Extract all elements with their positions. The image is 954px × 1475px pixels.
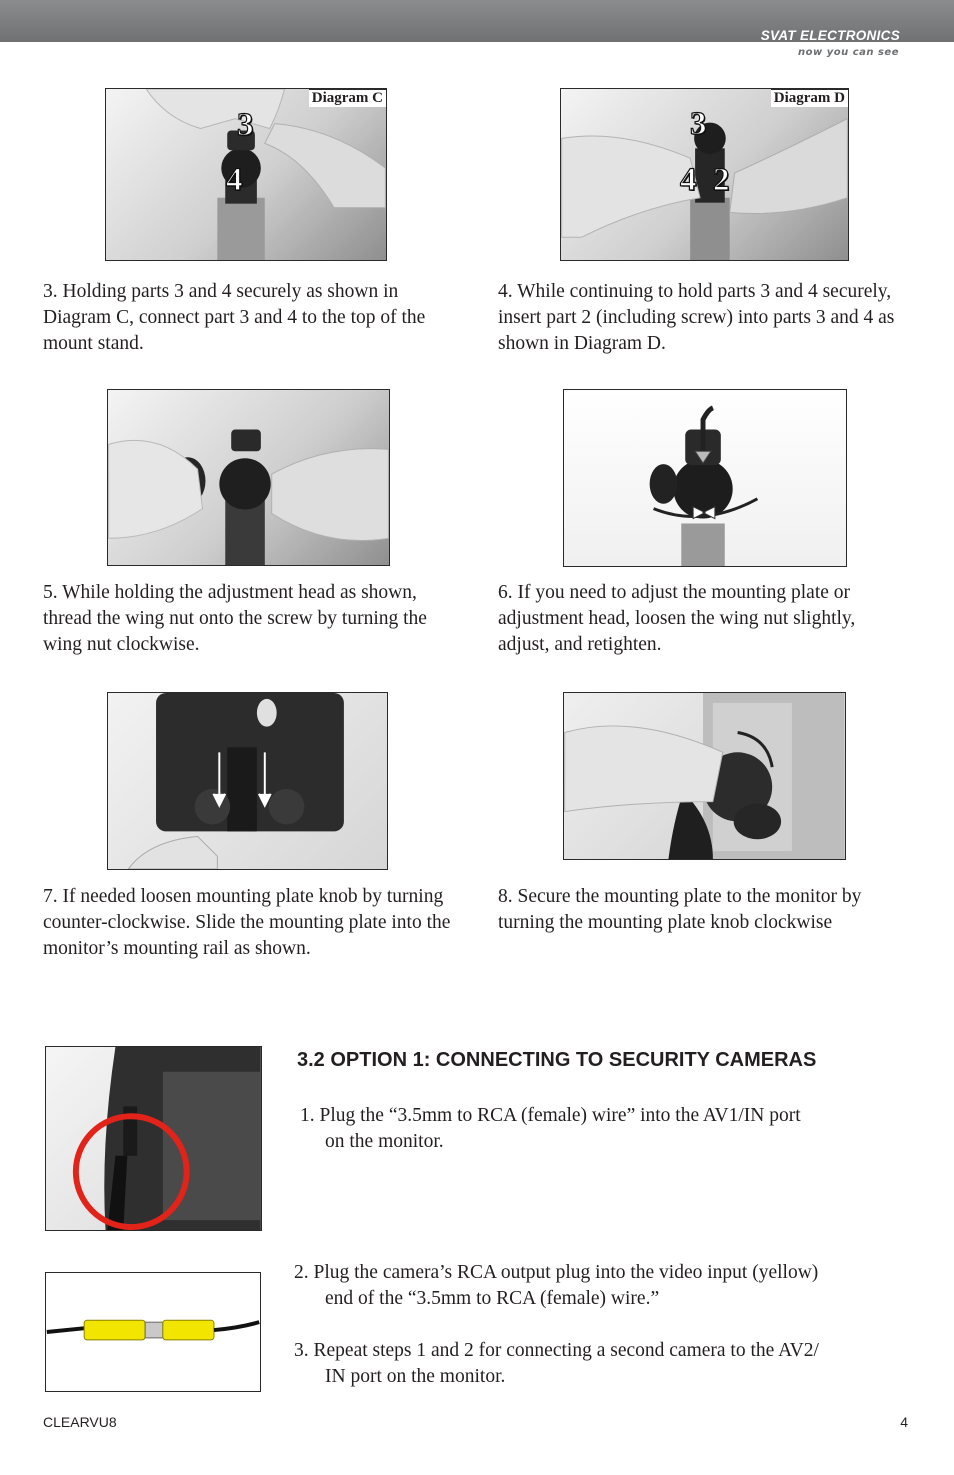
caption-step-4: 4. While continuing to hold parts 3 and 4 securely, insert part 2 (including screw) into parts 3 and 4 as shown in Diagram D. (498, 281, 895, 354)
rca-connector-photo (45, 1272, 261, 1392)
caption-step-8: 8. Secure the mounting plate to the monitor by turning the mounting plate knob clockwise (498, 886, 862, 933)
adjust-head-arrows-image (564, 390, 846, 566)
rca-yellow-connector-image (46, 1273, 260, 1391)
wing-nut-threading-image (108, 390, 389, 565)
part-number-3: 3 (690, 106, 707, 142)
diagram-c-photo (105, 88, 387, 261)
section-step-3-line-1: 3. Repeat steps 1 and 2 for connecting a second camera to the AV2/ (294, 1340, 819, 1361)
caption-step-7: 7. If needed loosen mounting plate knob by turning counter-clockwise. Slide the mounting plate into the monitor’s mounting rail as shown. (43, 886, 451, 959)
av-port-highlight-image (46, 1047, 261, 1230)
diagram-c-label: Diagram C (309, 89, 386, 107)
section-step-3-line-2: IN port on the monitor. (325, 1366, 506, 1387)
footer-model: CLEARVU8 (43, 1414, 117, 1430)
part-number-4: 4 (680, 162, 697, 198)
step-6-photo (563, 389, 847, 567)
brand-tagline: now you can see (798, 47, 899, 58)
brand-name: SVAT ELECTRONICS (760, 28, 900, 43)
caption-step-6: 6. If you need to adjust the mounting plate or adjustment head, loosen the wing nut slightly, adjust, and retighten. (498, 582, 856, 655)
diagram-d-label: Diagram D (771, 89, 848, 107)
section-step-2-line-1: 2. Plug the camera’s RCA output plug into the video input (yellow) (294, 1262, 819, 1283)
tighten-knob-image (564, 693, 845, 859)
caption-step-5: 5. While holding the adjustment head as shown, thread the wing nut onto the screw by turning the wing nut clockwise. (43, 582, 427, 655)
page-number: 4 (900, 1414, 908, 1430)
caption-step-3: 3. Holding parts 3 and 4 securely as shown in Diagram C, connect part 3 and 4 to the top of the mount stand. (43, 281, 426, 354)
section-step-1-line-2: on the monitor. (325, 1131, 444, 1152)
part-number-4: 4 (226, 162, 243, 198)
monitor-av-port-photo (45, 1046, 262, 1231)
section-step-1-line-1: 1. Plug the “3.5mm to RCA (female) wire” into the AV1/IN port (300, 1105, 801, 1126)
step-7-photo (107, 692, 388, 870)
part-number-3: 3 (237, 107, 254, 143)
step-8-photo (563, 692, 846, 860)
step-5-photo (107, 389, 390, 566)
section-step-2-line-2: end of the “3.5mm to RCA (female) wire.” (325, 1288, 660, 1309)
section-heading: 3.2 OPTION 1: CONNECTING TO SECURITY CAMERAS (297, 1049, 817, 1071)
diagram-d-photo (560, 88, 849, 261)
part-number-2: 2 (713, 162, 730, 198)
slide-plate-into-rail-image (108, 693, 387, 869)
